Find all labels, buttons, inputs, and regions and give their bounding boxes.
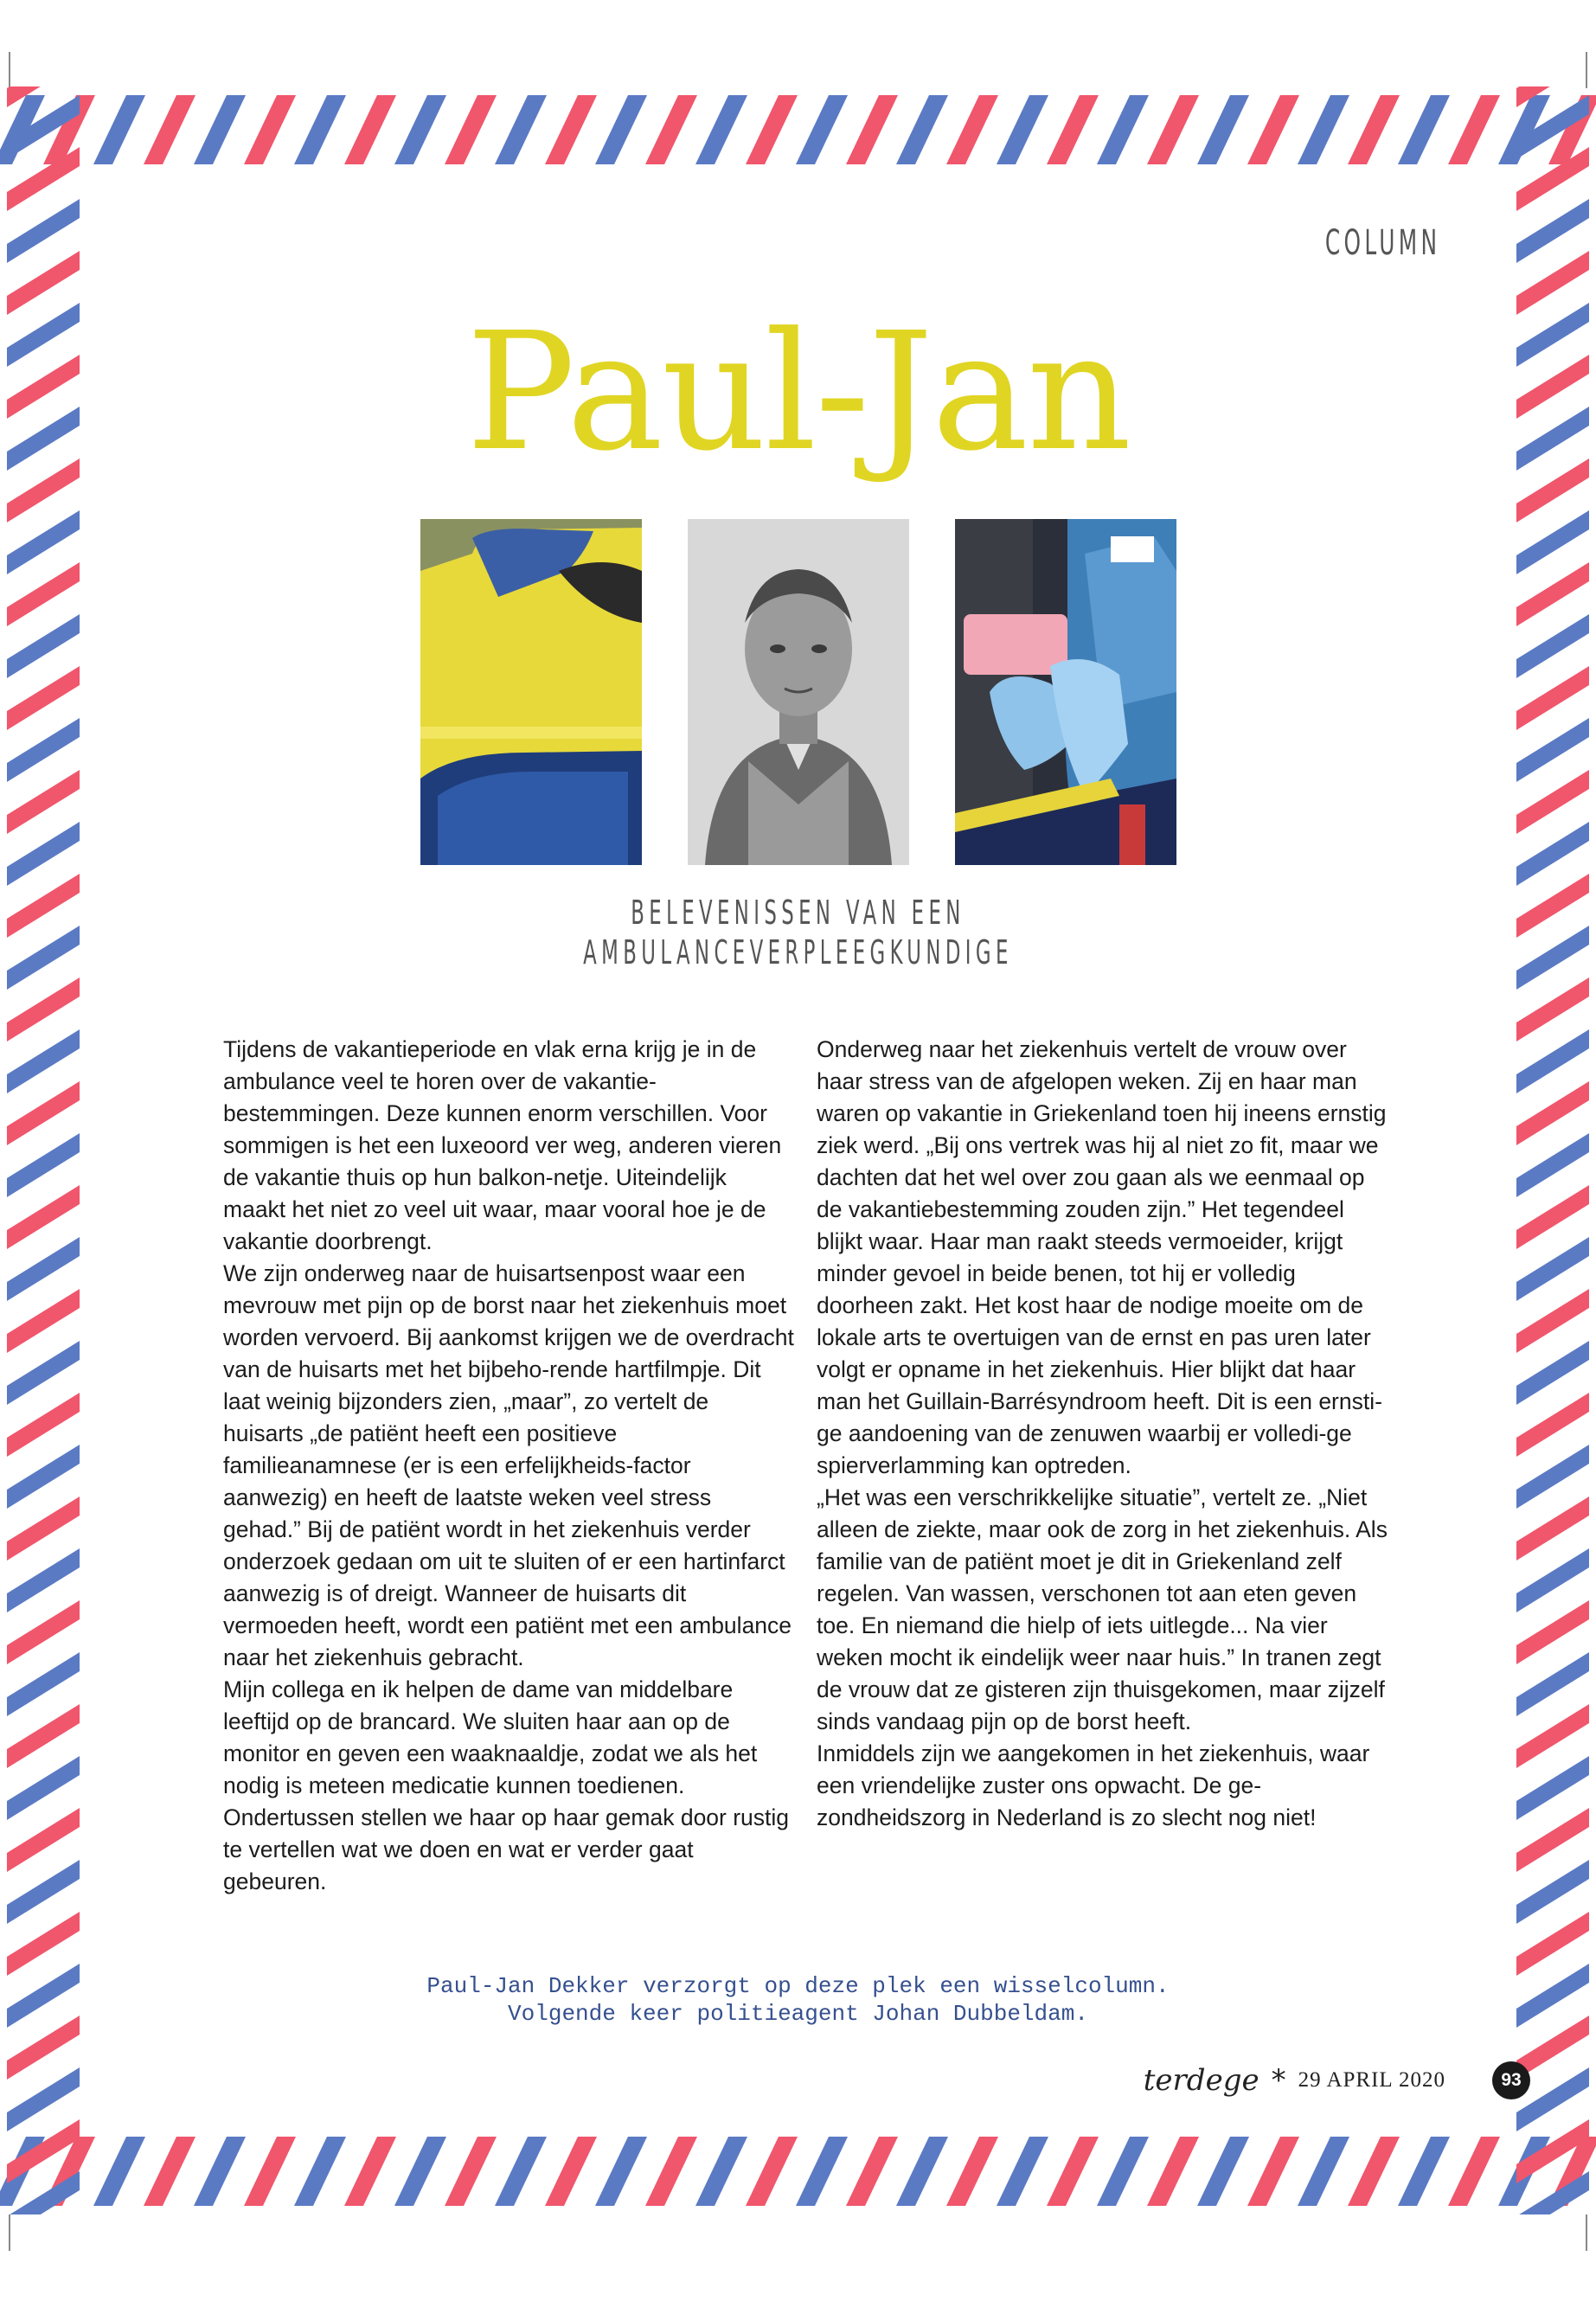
subtitle-line-2: AMBULANCEVERPLEEGKUNDIGE [583, 933, 1013, 971]
trim-mark-top-right [1586, 52, 1587, 88]
subtitle-line-1: BELEVENISSEN VAN EEN [631, 894, 965, 932]
paragraph: Tijdens de vakantieperiode en vlak erna krijg je in de ambulance veel te horen over de vakantie-bestemmingen. Deze kunnen enorm verschillen. Voor sommigen is het een luxeoord ver weg, anderen vieren de vakantie thuis op hun balkon-netje. Uiteindelijk maakt het niet zo veel uit waar, maar vooral hoe je de vakantie doorbrengt. [223, 1036, 782, 1254]
paragraph: „Het was een verschrikkelijke situatie”, vertelt ze. „Niet alleen de ziekte, maar ook de zorg in het ziekenhuis. Als familie van de patiënt moet je dit in Griekenland zelf regelen. Van wassen, verschonen tot aan eten geven toe. En niemand die hielp of iets uitlegde... Na vier weken mocht ik eindelijk weer naar huis.” In tranen zegt de vrouw dat ze gisteren zijn thuisgekomen, maar zijzelf sinds vandaag pijn op de borst heeft. [817, 1484, 1388, 1734]
author-footnote [0, 1972, 1596, 2028]
text-column-right [817, 1034, 1388, 1834]
airmail-border-top [0, 87, 1596, 173]
section-label: COLUMN [1324, 223, 1440, 263]
paragraph: Onderweg naar het ziekenhuis vertelt de vrouw over haar stress van de afgelopen weken. Zij en haar man waren op vakantie in Griekenland toen hij ineens ernstig ziek werd. „Bij ons vertrek was hij al niet zo fit, maar we dachten dat het wel over zou gaan als we eenmaal op de vakantiebestemming zouden zijn.” Het tegendeel blijkt waar. Haar man raakt steeds vermoeider, krijgt minder gevoel in beide benen, tot hij er volledig doorheen zakt. Het kost haar de nodige moeite om de lokale arts te overtuigen van de ernst en pas uren later volgt er opname in het ziekenhuis. Hier blijkt dat haar man het Guillain-Barrésyndroom heeft. Dit is een ernsti-ge aandoening van de zenuwen waarbij er volledi-ge spierverlamming kan optreden. [817, 1036, 1387, 1478]
text-column-left [223, 1034, 794, 1898]
trim-mark-bottom-left [9, 2214, 10, 2251]
ambulance-image [420, 519, 642, 865]
portrait-image [688, 519, 909, 865]
photo-ambulance [420, 519, 642, 865]
page-footer [1144, 2061, 1530, 2099]
trim-mark-bottom-right [1586, 2214, 1587, 2251]
footnote-line-1: Paul-Jan Dekker verzorgt op deze plek een wisselcolumn. [426, 1973, 1170, 1999]
gloved-hands-image [955, 519, 1176, 865]
photo-gloves [955, 519, 1176, 865]
airmail-stripes-bottom [0, 2128, 1596, 2214]
page-title: Paul-Jan [465, 298, 1131, 487]
column-subtitle [0, 893, 1596, 972]
paragraph: Inmiddels zijn we aangekomen in het ziekenhuis, waar een vriendelijke zuster ons opwacht. De ge-zondheidszorg in Nederland is zo slecht nog niet! [817, 1740, 1370, 1830]
trim-mark-top-left [9, 52, 10, 88]
airmail-border-bottom [0, 2128, 1596, 2214]
paragraph: We zijn onderweg naar de huisartsenpost waar een mevrouw met pijn op de borst naar het ziekenhuis moet worden vervoerd. Bij aankomst krijgen we de overdracht van de huisarts met het bijbeho-rende hartfilmpje. Dit laat weinig bijzonders zien, „maar”, zo vertelt de huisarts „de patiënt heeft een positieve familieanamnese (er is een erfelijkheids-factor aanwezig) en heeft de laatste weken veel stress gehad.” Bij de patiënt wordt in het ziekenhuis verder onderzoek gedaan om uit te sluiten of er een hartinfarct aanwezig is of dreigt. Wanneer de huisarts dit vermoeden heeft, wordt een patiënt met een ambulance naar het ziekenhuis gebracht. [223, 1260, 794, 1670]
footnote-line-2: Volgende keer politieagent Johan Dubbeldam. [508, 2001, 1088, 2027]
page-number-badge: 93 [1492, 2061, 1530, 2099]
magazine-brand: terdege [1143, 2063, 1259, 2098]
airmail-stripes-top [0, 87, 1596, 173]
photo-portrait [688, 519, 909, 865]
asterisk-icon: * [1271, 2063, 1286, 2098]
issue-date: 29 APRIL 2020 [1298, 2068, 1445, 2092]
paragraph: Mijn collega en ik helpen de dame van middelbare leeftijd op de brancard. We sluiten haar aan op de monitor en geven een waaknaaldje, zodat we als het nodig is meteen medicatie kunnen toedienen. Ondertussen stellen we haar op haar gemak door rustig te vertellen wat we doen en wat er verder gaat gebeuren. [223, 1676, 790, 1894]
